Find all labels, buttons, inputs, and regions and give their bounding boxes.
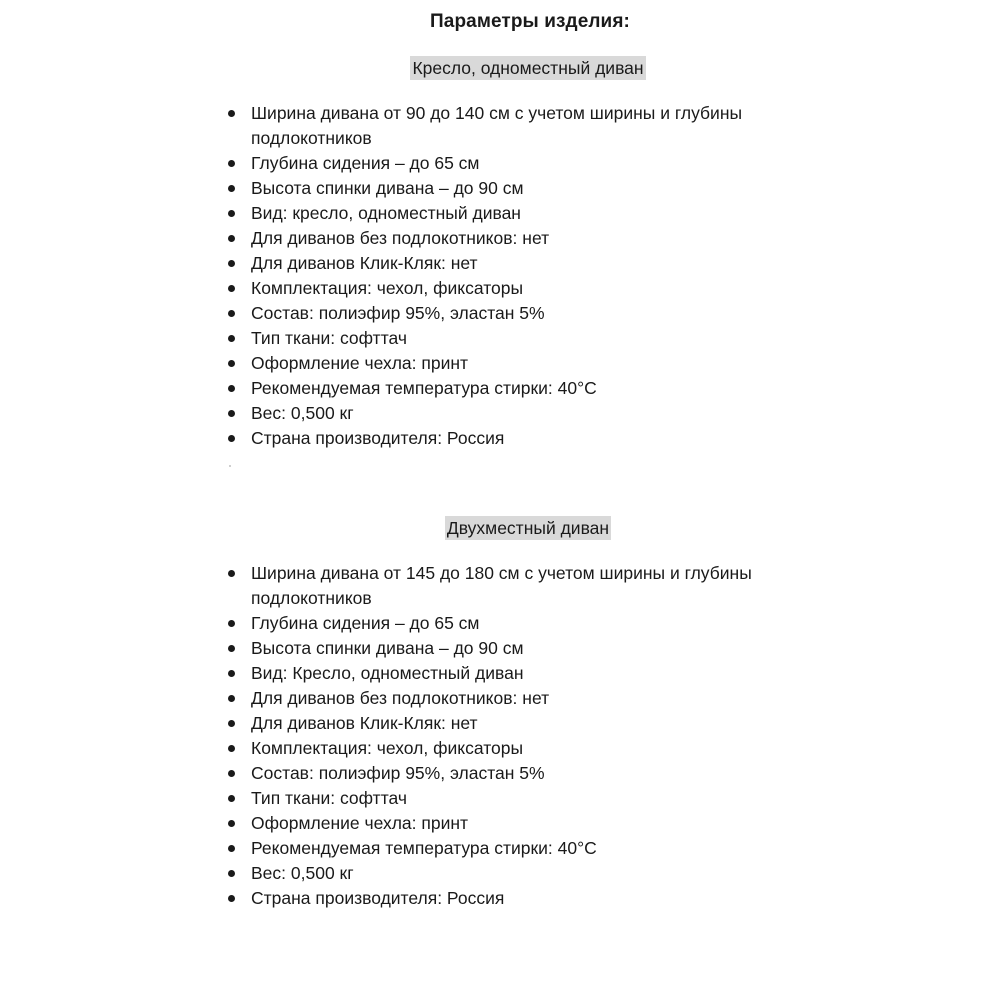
list-item: Для диванов Клик-Кляк: нет: [225, 711, 785, 736]
section-heading-sofa: Двухместный диван: [446, 518, 610, 538]
bullet-icon: [228, 620, 235, 627]
list-item: Вес: 0,500 кг: [225, 861, 785, 886]
stray-dot: [229, 465, 231, 467]
bullet-icon: [228, 160, 235, 167]
bullet-icon: [228, 645, 235, 652]
list-item: Ширина дивана от 90 до 140 см с учетом ширины и глубины подлокотников: [225, 101, 785, 151]
list-item: Оформление чехла: принт: [225, 351, 785, 376]
bullet-icon: [228, 110, 235, 117]
list-item: Ширина дивана от 145 до 180 см с учетом ширины и глубины подлокотников: [225, 561, 785, 611]
bullet-icon: [228, 335, 235, 342]
list-item: Для диванов Клик-Кляк: нет: [225, 251, 785, 276]
list-item: Высота спинки дивана – до 90 см: [225, 636, 785, 661]
section-heading-armchair: Кресло, одноместный диван: [412, 58, 644, 78]
list-item: Рекомендуемая температура стирки: 40°С: [225, 376, 785, 401]
bullet-icon: [228, 570, 235, 577]
spec-list-armchair: [225, 101, 785, 451]
list-item: Страна производителя: Россия: [225, 426, 785, 451]
section-heading-armchair-wrap: [0, 56, 1000, 80]
list-item: Вид: Кресло, одноместный диван: [225, 661, 785, 686]
bullet-icon: [228, 695, 235, 702]
bullet-icon: [228, 260, 235, 267]
list-item: Глубина сидения – до 65 см: [225, 611, 785, 636]
list-item: Оформление чехла: принт: [225, 811, 785, 836]
bullet-icon: [228, 895, 235, 902]
list-item: Для диванов без подлокотников: нет: [225, 686, 785, 711]
section-heading-sofa-wrap: [0, 516, 1000, 540]
bullet-icon: [228, 185, 235, 192]
bullet-icon: [228, 410, 235, 417]
list-item: Состав: полиэфир 95%, эластан 5%: [225, 301, 785, 326]
bullet-icon: [228, 235, 235, 242]
bullet-icon: [228, 845, 235, 852]
bullet-icon: [228, 795, 235, 802]
bullet-icon: [228, 360, 235, 367]
bullet-icon: [228, 820, 235, 827]
list-item: Страна производителя: Россия: [225, 886, 785, 911]
bullet-icon: [228, 210, 235, 217]
list-item: Комплектация: чехол, фиксаторы: [225, 736, 785, 761]
list-item: Тип ткани: софттач: [225, 786, 785, 811]
spec-list-sofa: [225, 561, 785, 911]
bullet-icon: [228, 720, 235, 727]
page-title: Параметры изделия:: [430, 11, 630, 32]
list-item: Глубина сидения – до 65 см: [225, 151, 785, 176]
list-item: Состав: полиэфир 95%, эластан 5%: [225, 761, 785, 786]
list-item: Вид: кресло, одноместный диван: [225, 201, 785, 226]
list-item: Для диванов без подлокотников: нет: [225, 226, 785, 251]
bullet-icon: [228, 770, 235, 777]
bullet-icon: [228, 435, 235, 442]
list-item: Тип ткани: софттач: [225, 326, 785, 351]
list-item: Комплектация: чехол, фиксаторы: [225, 276, 785, 301]
list-item: Высота спинки дивана – до 90 см: [225, 176, 785, 201]
bullet-icon: [228, 385, 235, 392]
bullet-icon: [228, 310, 235, 317]
bullet-icon: [228, 285, 235, 292]
list-item: Рекомендуемая температура стирки: 40°С: [225, 836, 785, 861]
bullet-icon: [228, 745, 235, 752]
list-item: Вес: 0,500 кг: [225, 401, 785, 426]
bullet-icon: [228, 670, 235, 677]
bullet-icon: [228, 870, 235, 877]
